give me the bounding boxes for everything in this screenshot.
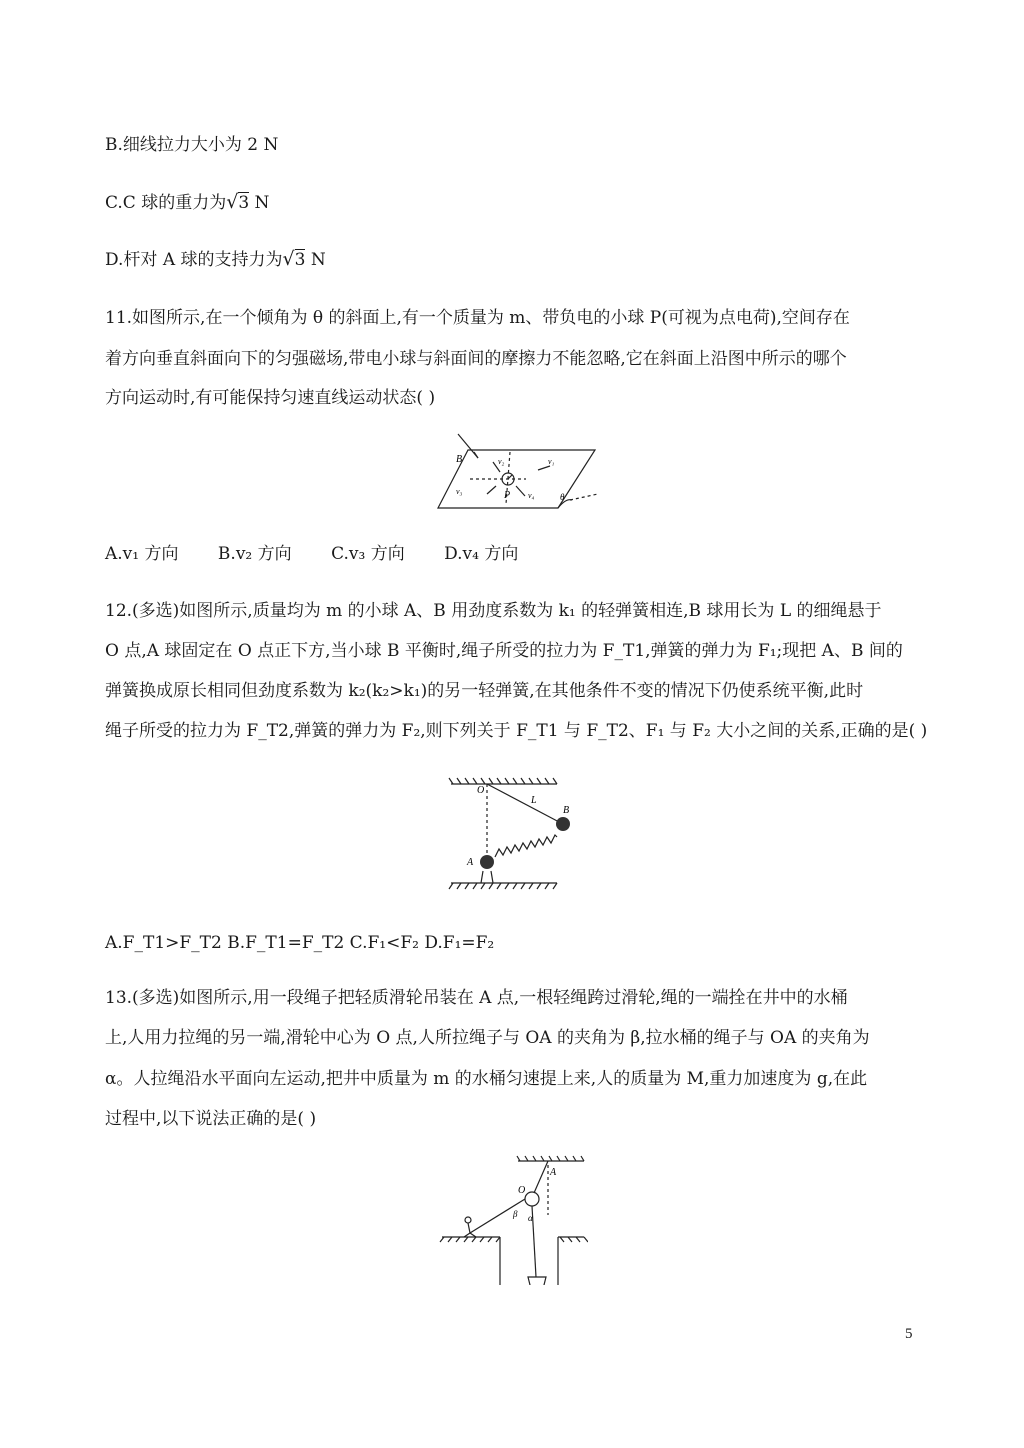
q12-spring-figure [447, 775, 587, 893]
q13-pulley-well-figure [438, 1155, 588, 1285]
q11-incline-figure [430, 432, 605, 517]
q12-text-line-3: 弹簧换成原长相同但劲度系数为 k₂(k₂>k₁)的另一轻弹簧,在其他条件不变的情况下仍使系统平衡,此时 [105, 681, 864, 701]
label-a: A [467, 857, 474, 868]
sqrt-symbol: √ [226, 191, 239, 213]
q12-options: A.F_T1>F_T2 B.F_T1=F_T2 C.F₁<F₂ D.F₁=F₂ [105, 933, 495, 953]
label-b: B [563, 805, 570, 816]
q10-option-c-unit: N [249, 193, 270, 213]
label-v2: v₂ [498, 457, 505, 466]
label-v4: v₄ [528, 491, 535, 500]
page-number: 5 [905, 1326, 913, 1342]
sqrt-symbol: √ [282, 248, 295, 270]
label-v1: v₁ [548, 457, 555, 466]
label-a: A [550, 1167, 557, 1178]
q13-text-line-1: 13.(多选)如图所示,用一段绳子把轻质滑轮吊装在 A 点,一根轻绳跨过滑轮,绳的一端拴在井中的水桶 [105, 988, 848, 1008]
q10-option-d-prefix: D.杆对 A 球的支持力为 [105, 250, 283, 270]
label-o: O [518, 1185, 526, 1196]
q13-text-line-4: 过程中,以下说法正确的是( ) [105, 1109, 317, 1129]
q10-option-d-unit: N [305, 250, 326, 270]
q10-option-b: B.细线拉力大小为 2 N [105, 135, 279, 155]
label-beta: β [513, 1209, 518, 1219]
q11-option-d: D.v₄ 方向 [444, 544, 519, 564]
q11-options [105, 543, 552, 565]
q11-option-a: A.v₁ 方向 [105, 544, 179, 564]
q12-text-line-2: O 点,A 球固定在 O 点正下方,当小球 B 平衡时,绳子所受的拉力为 F_T1,弹簧的弹力为 F₁;现把 A、B 间的 [105, 641, 903, 661]
q10-option-c [105, 191, 269, 214]
q10-option-c-prefix: C.C 球的重力为 [105, 193, 227, 213]
label-v3: v₃ [456, 487, 463, 496]
q10-option-d-root: 3 [294, 250, 306, 270]
label-p: P [504, 490, 511, 501]
q13-text-line-2: 上,人用力拉绳的另一端,滑轮中心为 O 点,人所拉绳子与 OA 的夹角为 β,拉水桶的绳子与 OA 的夹角为 [105, 1028, 870, 1048]
q11-text-line-1: 11.如图所示,在一个倾角为 θ 的斜面上,有一个质量为 m、带负电的小球 P(可视为点电荷),空间存在 [105, 308, 850, 328]
q11-option-b: B.v₂ 方向 [217, 544, 292, 564]
q11-option-c: C.v₃ 方向 [331, 544, 405, 564]
label-theta: θ [560, 492, 565, 502]
q11-text-line-3: 方向运动时,有可能保持匀速直线运动状态( ) [105, 388, 436, 408]
q13-text-line-3: α。人拉绳沿水平面向左运动,把井中质量为 m 的水桶匀速提上来,人的质量为 M,重力加速度为 g,在此 [105, 1069, 868, 1089]
q10-option-d [105, 248, 326, 271]
q10-option-c-root: 3 [238, 193, 250, 213]
label-alpha: α [528, 1213, 533, 1223]
label-l: L [531, 795, 537, 806]
q12-text-line-4: 绳子所受的拉力为 F_T2,弹簧的弹力为 F₂,则下列关于 F_T1 与 F_T2、F₁ 与 F₂ 大小之间的关系,正确的是( ) [105, 721, 928, 741]
label-o: O [477, 785, 485, 796]
label-b: B [456, 454, 463, 465]
q12-text-line-1: 12.(多选)如图所示,质量均为 m 的小球 A、B 用劲度系数为 k₁ 的轻弹簧相连,B 球用长为 L 的细绳悬于 [105, 601, 882, 621]
q11-text-line-2: 着方向垂直斜面向下的匀强磁场,带电小球与斜面间的摩擦力不能忽略,它在斜面上沿图中所示的哪个 [105, 349, 847, 369]
